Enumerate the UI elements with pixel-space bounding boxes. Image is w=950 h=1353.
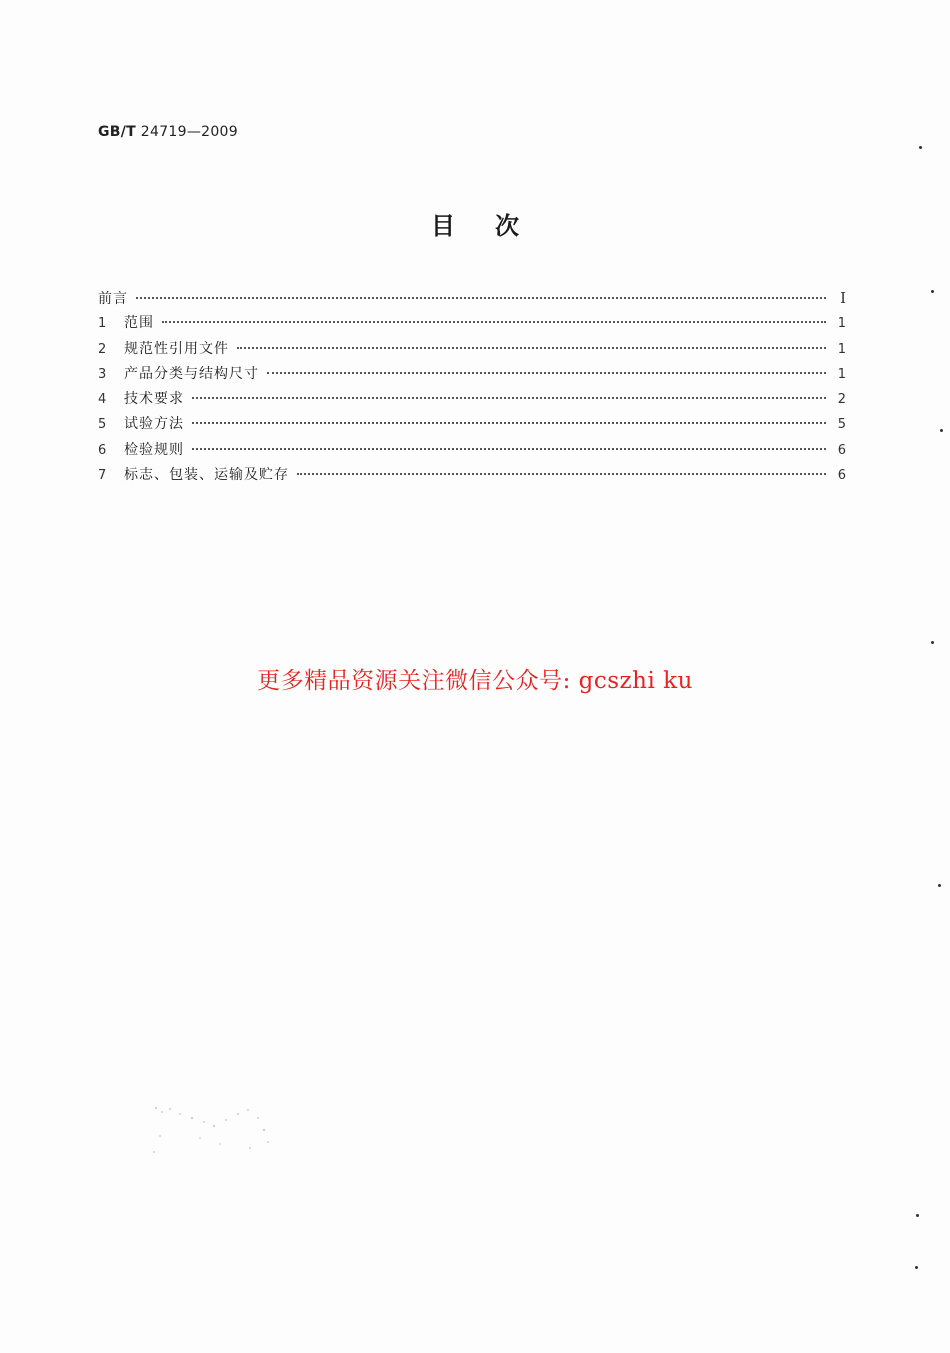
toc-page-number: 6 — [837, 468, 846, 484]
scan-speck — [931, 641, 934, 644]
faded-stamp-mark — [140, 1100, 280, 1170]
toc-label: 技术要求 — [124, 391, 184, 408]
toc-page-number: 6 — [837, 442, 846, 458]
toc-leader-dots — [162, 321, 826, 323]
toc-page-number: 1 — [837, 341, 846, 357]
toc-section-number: 3 — [98, 366, 107, 382]
scan-speck — [919, 146, 922, 149]
toc-section-number: 5 — [98, 417, 107, 433]
toc-page-number: I — [840, 289, 846, 307]
toc-label: 前言 — [98, 291, 128, 307]
toc-page-number: 2 — [837, 392, 846, 408]
toc-leader-dots — [136, 297, 826, 299]
toc-entry-3[interactable] — [98, 362, 846, 387]
toc-section-number: 2 — [98, 341, 107, 357]
toc-leader-dots — [267, 372, 826, 374]
toc-leader-dots — [192, 397, 826, 399]
table-of-contents — [98, 286, 846, 488]
toc-entry-5[interactable] — [98, 412, 846, 437]
toc-section-number: 6 — [98, 442, 107, 458]
page-title: 目次 — [431, 212, 559, 240]
standard-prefix: GB/T — [98, 124, 137, 140]
scan-speck — [931, 290, 934, 293]
toc-section-number: 4 — [98, 392, 107, 408]
toc-leader-dots — [297, 473, 826, 475]
scan-speck — [938, 884, 941, 887]
toc-section-number: 7 — [98, 468, 107, 484]
toc-label: 试验方法 — [124, 416, 184, 433]
toc-leader-dots — [237, 347, 826, 349]
toc-entry-2[interactable] — [98, 337, 846, 362]
toc-label: 规范性引用文件 — [124, 340, 229, 357]
toc-page-number: 1 — [837, 366, 846, 382]
toc-label: 标志、包装、运输及贮存 — [124, 467, 289, 484]
toc-leader-dots — [192, 448, 826, 450]
toc-leader-dots — [192, 422, 826, 424]
toc-page-number: 5 — [837, 417, 846, 433]
promo-watermark: 更多精品资源关注微信公众号: gcszhi ku — [257, 668, 693, 694]
toc-entry-1[interactable] — [98, 311, 846, 336]
toc-entry-6[interactable] — [98, 438, 846, 463]
standard-number — [98, 124, 238, 140]
toc-entry-4[interactable] — [98, 387, 846, 412]
scan-speck — [916, 1214, 919, 1217]
standard-code: 24719—2009 — [140, 124, 238, 140]
toc-page-number: 1 — [837, 316, 846, 332]
toc-entry-7[interactable] — [98, 463, 846, 488]
toc-entry-foreword[interactable] — [98, 286, 846, 311]
scan-speck — [940, 429, 943, 432]
toc-label: 产品分类与结构尺寸 — [124, 365, 259, 382]
toc-label: 检验规则 — [124, 441, 184, 458]
scan-speck — [915, 1266, 918, 1269]
toc-section-number: 1 — [98, 316, 107, 332]
toc-label: 范围 — [124, 315, 154, 332]
